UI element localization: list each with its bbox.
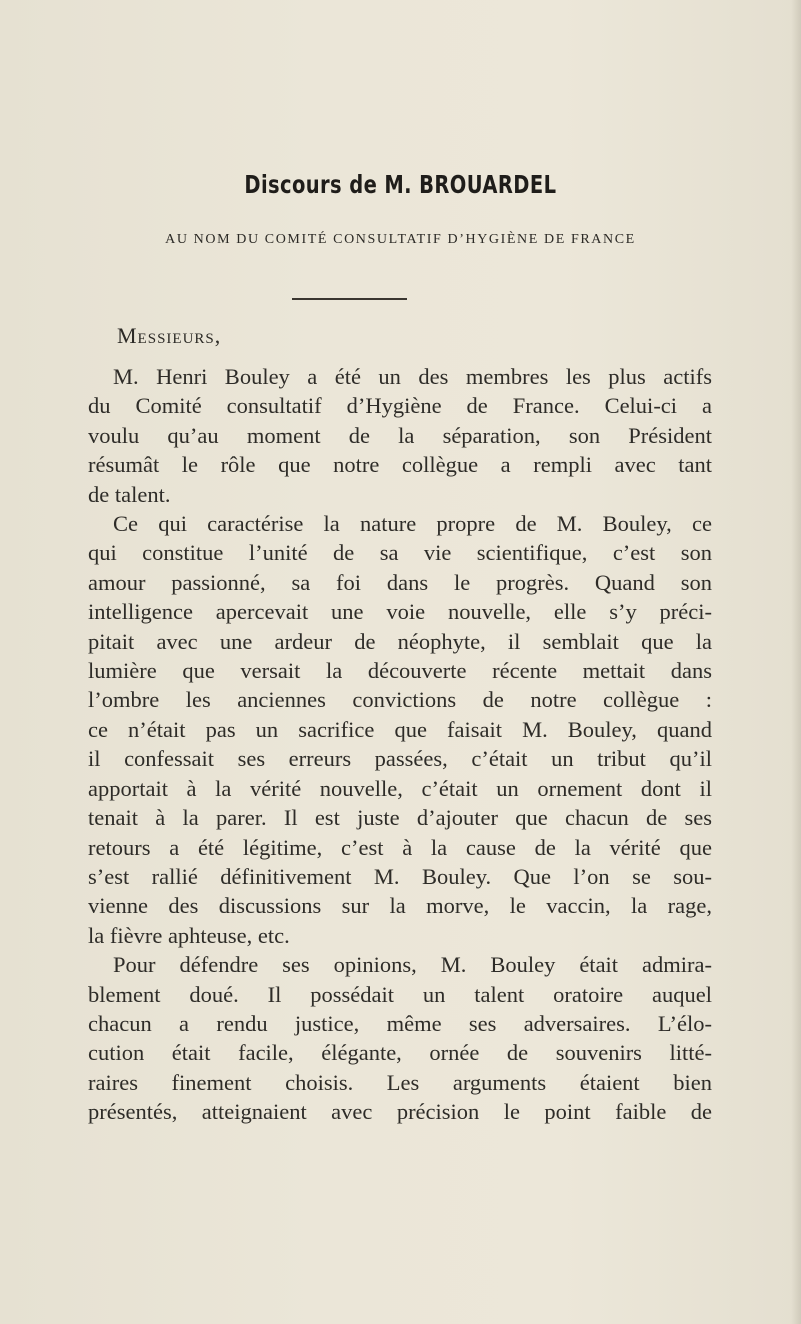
text-line: Pour défendre ses opinions, M. Bouley était admira- [113, 952, 712, 978]
text-line: s’est rallié définitivement M. Bouley. Que l’on se sou- [88, 863, 712, 889]
text-line: M. Henri Bouley a été un des membres les plus actifs [113, 364, 712, 389]
speech-title: Discours de M. BROUARDEL [244, 170, 557, 199]
text-line: qui constitue l’unité de sa vie scientifique, c’est son [88, 540, 712, 566]
text-line: résumât le rôle que notre collègue a rempli avec tant [88, 452, 712, 478]
salutation: Messieurs, [117, 323, 222, 348]
text-line: l’ombre les anciennes convictions de notre collègue : [88, 687, 712, 713]
text-line: ce n’était pas un sacrifice que faisait M. Bouley, quand [88, 716, 712, 742]
speech-body [88, 362, 712, 1127]
text-line: présentés, atteignaient avec précision le point faible de [88, 1099, 712, 1125]
text-line: la fièvre aphteuse, etc. [88, 922, 290, 948]
text-line: blement doué. Il possédait un talent oratoire auquel [88, 981, 712, 1007]
page-edge-shadow [791, 0, 801, 1324]
title-divider [292, 298, 407, 300]
text-line: amour passionné, sa foi dans le progrès. Quand son [88, 569, 712, 595]
speech-subtitle: AU NOM DU COMITÉ CONSULTATIF D’HYGIÈNE DE FRANCE [165, 232, 636, 247]
text-line: il confessait ses erreurs passées, c’était un tribut qu’il [88, 746, 712, 772]
text-line: de talent. [88, 481, 171, 507]
text-line: chacun a rendu justice, même ses adversaires. L’élo- [88, 1010, 712, 1036]
text-line: voulu qu’au moment de la séparation, son Président [88, 422, 712, 448]
text-line: raires finement choisis. Les arguments étaient bien [88, 1069, 712, 1095]
text-line: lumière que versait la découverte récente mettait dans [88, 658, 712, 684]
text-line: intelligence apercevait une voie nouvelle, elle s’y préci- [88, 599, 712, 625]
text-line: vienne des discussions sur la morve, le vaccin, la rage, [88, 893, 712, 919]
text-line: tenait à la parer. Il est juste d’ajouter que chacun de ses [88, 805, 712, 831]
text-line: retours a été légitime, c’est à la cause de la vérité que [88, 834, 712, 860]
text-line: cution était facile, élégante, ornée de souvenirs litté- [88, 1040, 712, 1066]
text-line: apportait à la vérité nouvelle, c’était un ornement dont il [88, 775, 712, 801]
text-line: du Comité consultatif d’Hygiène de France. Celui-ci a [88, 393, 712, 419]
text-line: pitait avec une ardeur de néophyte, il semblait que la [88, 628, 712, 654]
text-line: Ce qui caractérise la nature propre de M. Bouley, ce [113, 511, 712, 537]
